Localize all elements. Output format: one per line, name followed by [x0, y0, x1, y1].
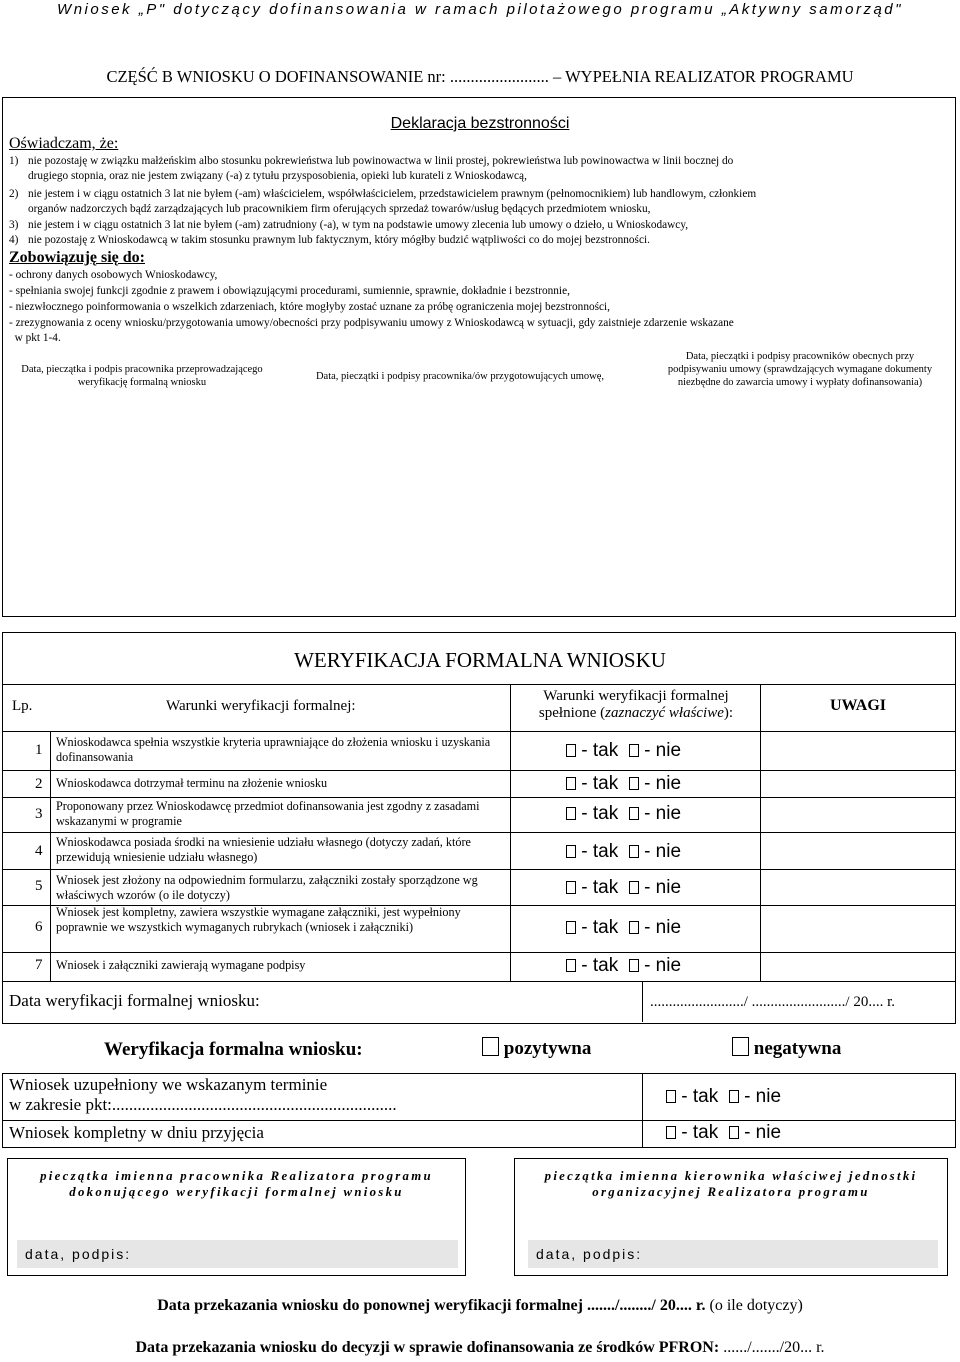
checkbox-no[interactable] — [729, 1126, 739, 1139]
table-divider — [2, 981, 956, 982]
verification-date-label: Data weryfikacji formalnej wniosku: — [9, 991, 260, 1010]
row-number: 3 — [35, 806, 43, 822]
declaration-item: 3) nie jestem i w ciągu ostatnich 3 lat nie byłem (-am) zatrudniony (-a), w tym na podstawie umowy zlecenia lub umowy o dzieło, u Wnioskodawcy, — [9, 219, 689, 231]
row-condition: Wnioskodawca dotrzymał terminu na złożenie wniosku — [56, 776, 328, 790]
complete-choice: - tak - nie — [666, 1122, 781, 1144]
table-divider — [2, 684, 956, 685]
row-number: 5 — [35, 878, 43, 894]
checkbox-no[interactable] — [629, 845, 639, 858]
result-positive-option[interactable]: pozytywna — [482, 1037, 591, 1060]
table-divider — [2, 869, 956, 870]
checkbox-yes[interactable] — [666, 1126, 676, 1139]
verification-date-field[interactable]: ........................./ ........................./ 20.... r. — [650, 994, 896, 1010]
checkbox-no[interactable] — [629, 807, 639, 820]
checkbox-yes[interactable] — [566, 921, 576, 934]
column-header-notes: UWAGI — [829, 697, 886, 714]
complete-label: Wniosek kompletny w dniu przyjęcia — [9, 1123, 264, 1142]
declaration-item: 1) nie pozostaję w związku małżeńskim albo stosunku pokrewieństwa lub powinowactwa w linii prostej, pokrewieństwa lub powinowactwa w linii bocznej do — [9, 155, 734, 167]
row-choice: - tak - nie — [566, 740, 681, 762]
row-condition: Wniosek jest złożony na odpowiednim formularzu, załączniki zostały sporządzone wg właściwych wzorów (o ile dotyczy) — [56, 873, 478, 902]
declaration-item-cont: organów nadzorczych bądź zarządzających lub pracownikiem firm oferujących sprzedaż towarów/usług będących przedmiotem wniosku, — [28, 203, 651, 215]
checkbox-no[interactable] — [729, 1090, 739, 1103]
checkbox-no[interactable] — [629, 921, 639, 934]
checkbox-yes[interactable] — [566, 807, 576, 820]
row-choice: - tak - nie — [566, 917, 681, 939]
table-divider — [642, 981, 643, 1022]
document-header: Wniosek „P" dotyczący dofinansowania w ramach pilotażowego programu „Aktywny samorząd" — [57, 1, 903, 18]
checkbox-yes[interactable] — [566, 744, 576, 757]
checkbox-yes[interactable] — [566, 777, 576, 790]
row-choice: - tak - nie — [566, 773, 681, 795]
result-label: Weryfikacja formalna wniosku: — [104, 1039, 363, 1060]
row-number: 7 — [35, 957, 43, 973]
commitment-item: - ochrony danych osobowych Wnioskodawcy, — [9, 269, 218, 281]
sign-field-verifier[interactable]: data, podpis: — [17, 1240, 458, 1268]
reverification-date-line: Data przekazania wniosku do ponownej weryfikacji formalnej ......./......../ 20.... r. (o ile dotyczy) — [157, 1297, 803, 1314]
row-number: 2 — [35, 776, 43, 792]
signature-label-contract: Data, pieczątki i podpisy pracownika/ów przygotowujących umowę, — [315, 371, 605, 382]
supplement-choice: - tak - nie — [666, 1086, 781, 1108]
table-divider — [50, 731, 51, 981]
supplement-divider — [2, 1120, 956, 1121]
checkbox-positive[interactable] — [482, 1037, 499, 1056]
row-condition: Wniosek i załączniki zawierają wymagane podpisy — [56, 958, 306, 972]
stamp-label-verifier: pieczątka imienna pracownika Realizatora programu dokonującego weryfikacji formalnej wniosku — [40, 1169, 433, 1199]
checkbox-no[interactable] — [629, 959, 639, 972]
row-number: 6 — [35, 919, 43, 935]
declaration-title: Deklaracja bezstronności — [390, 115, 570, 132]
checkbox-no[interactable] — [629, 777, 639, 790]
table-divider — [510, 684, 511, 981]
declaration-item: 4) nie pozostaję z Wnioskodawcą w takim stosunku prawnym lub faktycznym, który mógłby budzić wątpliwości co do mojej bezstronności. — [9, 234, 650, 246]
table-divider — [2, 832, 956, 833]
row-number: 1 — [35, 742, 43, 758]
checkbox-no[interactable] — [629, 881, 639, 894]
table-divider — [760, 684, 761, 981]
signature-label-signing: Data, pieczątki i podpisy pracowników obecnych przy podpisywaniu umowy (sprawdzających wymagane dokumenty niezbędne do zawarcia umowy i wypłaty dofinansowania) — [667, 351, 933, 388]
stamp-label-manager: pieczątka imienna kierownika właściwej jednostki organizacyjnej Realizatora programu — [544, 1169, 918, 1199]
verification-title: WERYFIKACJA FORMALNA WNIOSKU — [294, 648, 666, 672]
part-title: CZĘŚĆ B WNIOSKU O DOFINANSOWANIE nr: ........................ – WYPEŁNIA REALIZATOR PROGRAMU — [106, 67, 854, 86]
table-divider — [2, 731, 956, 732]
row-choice: - tak - nie — [566, 803, 681, 825]
table-divider — [2, 952, 956, 953]
table-divider — [2, 770, 956, 771]
row-condition: Proponowany przez Wnioskodawcę przedmiot dofinansowania jest zgodny z zasadami wskazanymi w programie — [56, 799, 480, 828]
checkbox-yes[interactable] — [566, 845, 576, 858]
column-header-conditions: Warunki weryfikacji formalnej: — [166, 698, 356, 714]
row-choice: - tak - nie — [566, 841, 681, 863]
checkbox-yes[interactable] — [566, 959, 576, 972]
row-condition: Wnioskodawca spełnia wszystkie kryteria uprawniające do złożenia wniosku i uzyskania dofinansowania — [56, 735, 491, 764]
commitment-header: Zobowiązuję się do: — [9, 249, 145, 266]
column-header-met: Warunki weryfikacji formalnej spełnione (zaznaczyć właściwe): — [538, 688, 734, 721]
commitment-item: - zrezygnowania z oceny wniosku/przygotowania umowy/obecności przy podpisywaniu umowy z Wnioskodawcą w sytuacji, gdy zaistnieje zdarzenie wskazane — [9, 317, 734, 329]
statement-header: Oświadczam, że: — [9, 135, 119, 152]
commitment-item: w pkt 1-4. — [9, 332, 61, 344]
row-number: 4 — [35, 843, 43, 859]
row-condition: Wniosek jest kompletny, zawiera wszystkie wymagane załączniki, jest wypełniony poprawnie we wszystkich wymaganych rubrykach (wniosek i załączniki) — [56, 905, 461, 934]
result-negative-option[interactable]: negatywna — [732, 1037, 841, 1060]
declaration-item-cont: drugiego stopnia, oraz nie jestem związany (-a) z tytułu przysposobienia, opieki lub kurateli z Wnioskodawcą, — [28, 170, 527, 182]
row-choice: - tak - nie — [566, 877, 681, 899]
column-header-lp: Lp. — [12, 698, 33, 714]
checkbox-no[interactable] — [629, 744, 639, 757]
checkbox-yes[interactable] — [566, 881, 576, 894]
signature-label-verifier: Data, pieczątka i podpis pracownika przeprowadzającego weryfikację formalną wniosku — [21, 364, 263, 388]
decision-date-line: Data przekazania wniosku do decyzji w sprawie dofinansowania ze środków PFRON: ....../......./20... r. — [135, 1339, 825, 1356]
checkbox-negative[interactable] — [732, 1037, 749, 1056]
supplement-divider — [642, 1073, 643, 1148]
commitment-item: - niezwłocznego poinformowania o wszelkich zdarzeniach, które mogłyby zostać uznane za próbę ograniczenia mojej bezstronności, — [9, 301, 611, 313]
checkbox-yes[interactable] — [666, 1090, 676, 1103]
row-condition: Wnioskodawca posiada środki na wniesienie udziału własnego (dotyczy zadań, które przewidują wniesienie udziału własnego) — [56, 835, 471, 864]
table-divider — [2, 797, 956, 798]
supplement-label: Wniosek uzupełniony we wskazanym terminie w zakresie pkt:................................................................... — [9, 1075, 397, 1114]
declaration-item: 2) nie jestem i w ciągu ostatnich 3 lat nie byłem (-am) właścicielem, współwłaścicielem, przedstawicielem prawnym (pełnomocnikiem) lub handlowym, członkiem — [9, 188, 757, 200]
sign-field-manager[interactable]: data, podpis: — [528, 1240, 938, 1268]
row-choice: - tak - nie — [566, 955, 681, 977]
commitment-item: - spełniania swojej funkcji zgodnie z prawem i obowiązującymi procedurami, sumiennie, sprawnie, dokładnie i bezstronnie, — [9, 285, 570, 297]
